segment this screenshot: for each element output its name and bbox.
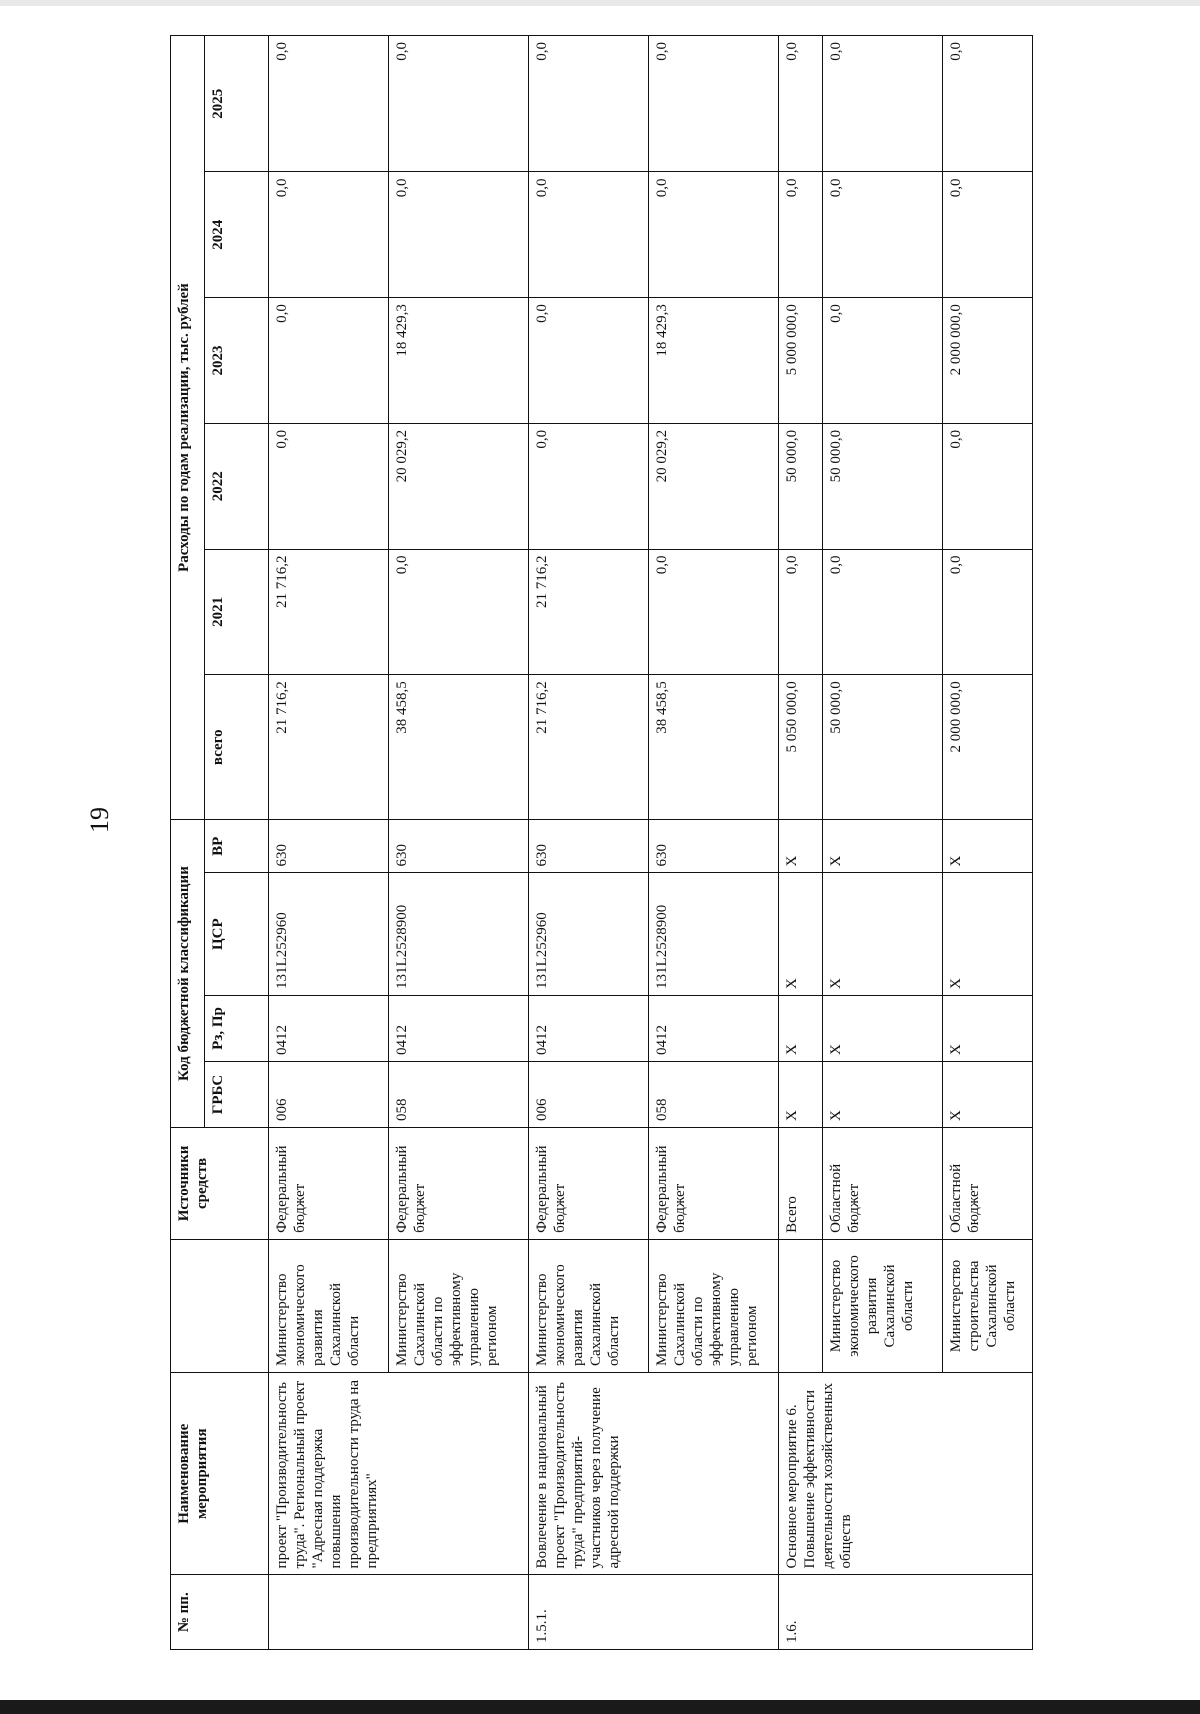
y2022-cell: 0,0 (529, 423, 649, 549)
page-number: 19 (85, 807, 114, 833)
table-row (529, 36, 649, 1650)
y2024-cell: 0,0 (943, 172, 1033, 298)
source: Федеральный бюджет (649, 1128, 779, 1240)
y2025-cell: 0,0 (649, 36, 779, 172)
source: Областной бюджет (823, 1128, 943, 1240)
y2024-cell: 0,0 (649, 172, 779, 298)
y2021-cell: 0,0 (943, 549, 1033, 675)
header-2022: 2022 (205, 423, 269, 549)
executor: Министерство Сахалинской области по эффективному управлению регионом (649, 1239, 779, 1372)
scan-top-edge (0, 0, 1200, 6)
rzpr-cell: Х (779, 995, 823, 1061)
y2021-cell: 21 716,2 (269, 549, 389, 675)
csr-cell: Х (779, 873, 823, 996)
source: Федеральный бюджет (529, 1128, 649, 1240)
total-cell: 50 000,0 (823, 675, 943, 820)
y2021-cell: 0,0 (389, 549, 529, 675)
header-executor-blank (171, 1239, 269, 1372)
y2023-cell: 2 000 000,0 (943, 298, 1033, 424)
y2021-cell: 0,0 (649, 549, 779, 675)
source: Всего (779, 1128, 823, 1240)
scan-bottom-edge (0, 1700, 1200, 1714)
vr-cell: 630 (389, 820, 529, 873)
csr-cell: 131L2528900 (649, 873, 779, 996)
y2023-cell: 0,0 (529, 298, 649, 424)
header-vr: ВР (205, 820, 269, 873)
total-cell: 2 000 000,0 (943, 675, 1033, 820)
csr-cell: 131L252960 (269, 873, 389, 996)
y2023-cell: 0,0 (269, 298, 389, 424)
source: Федеральный бюджет (389, 1128, 529, 1240)
grbs-cell: Х (823, 1061, 943, 1127)
y2022-cell: 20 029,2 (389, 423, 529, 549)
y2023-cell: 18 429,3 (389, 298, 529, 424)
rzpr-cell: 0412 (389, 995, 529, 1061)
y2021-cell: 21 716,2 (529, 549, 649, 675)
y2023-cell: 0,0 (823, 298, 943, 424)
csr-cell: 131L252960 (529, 873, 649, 996)
y2022-cell: 20 029,2 (649, 423, 779, 549)
y2025-cell: 0,0 (529, 36, 649, 172)
measure-name: Вовлечение в национальный проект "Производительность труда" предприятий-участников через получение адресной поддержки (529, 1373, 779, 1575)
y2022-cell: 0,0 (943, 423, 1033, 549)
y2023-cell: 5 000 000,0 (779, 298, 823, 424)
vr-cell: Х (823, 820, 943, 873)
rzpr-cell: 0412 (269, 995, 389, 1061)
header-2023: 2023 (205, 298, 269, 424)
table-row (779, 36, 823, 1650)
rzpr-cell: Х (943, 995, 1033, 1061)
header-sources: Источники средств (171, 1128, 269, 1240)
csr-cell: 131L2528900 (389, 873, 529, 996)
executor: Министерство экономического развития Сахалинской области (823, 1239, 943, 1372)
total-cell: 38 458,5 (389, 675, 529, 820)
y2022-cell: 0,0 (269, 423, 389, 549)
source: Областной бюджет (943, 1128, 1033, 1240)
budget-table (170, 35, 1033, 1650)
header-number: № пп. (171, 1575, 269, 1650)
y2025-cell: 0,0 (779, 36, 823, 172)
header-2024: 2024 (205, 172, 269, 298)
y2025-cell: 0,0 (269, 36, 389, 172)
header-total: всего (205, 675, 269, 820)
header-2021: 2021 (205, 549, 269, 675)
executor: Министерство экономического развития Сахалинской области (529, 1239, 649, 1372)
executor: Министерство Сахалинской области по эффективному управлению регионом (389, 1239, 529, 1372)
y2022-cell: 50 000,0 (823, 423, 943, 549)
rzpr-cell: 0412 (529, 995, 649, 1061)
rzpr-cell: Х (823, 995, 943, 1061)
y2025-cell: 0,0 (823, 36, 943, 172)
grbs-cell: 058 (649, 1061, 779, 1127)
header-csr: ЦСР (205, 873, 269, 996)
grbs-cell: 006 (269, 1061, 389, 1127)
y2021-cell: 0,0 (779, 549, 823, 675)
executor: Министерство строительства Сахалинской области (943, 1239, 1033, 1372)
y2024-cell: 0,0 (529, 172, 649, 298)
measure-name: Основное мероприятие 6. Повышение эффективности деятельности хозяйственных обществ (779, 1373, 1033, 1575)
rzpr-cell: 0412 (649, 995, 779, 1061)
y2025-cell: 0,0 (943, 36, 1033, 172)
vr-cell: Х (779, 820, 823, 873)
grbs-cell: 006 (529, 1061, 649, 1127)
y2025-cell: 0,0 (389, 36, 529, 172)
y2024-cell: 0,0 (269, 172, 389, 298)
total-cell: 21 716,2 (269, 675, 389, 820)
header-expenses: Расходы по годам реализации, тыс. рублей (171, 36, 205, 820)
y2022-cell: 50 000,0 (779, 423, 823, 549)
header-rzpr: Рз, Пр (205, 995, 269, 1061)
y2023-cell: 18 429,3 (649, 298, 779, 424)
y2024-cell: 0,0 (823, 172, 943, 298)
source: Федеральный бюджет (269, 1128, 389, 1240)
row-number: 1.5.1. (529, 1575, 779, 1650)
row-number: 1.6. (779, 1575, 1033, 1650)
y2021-cell: 0,0 (823, 549, 943, 675)
header-name: Наименование мероприятия (171, 1373, 269, 1575)
vr-cell: Х (943, 820, 1033, 873)
vr-cell: 630 (269, 820, 389, 873)
csr-cell: Х (823, 873, 943, 996)
y2024-cell: 0,0 (779, 172, 823, 298)
executor: Министерство экономического развития Сахалинской области (269, 1239, 389, 1372)
y2024-cell: 0,0 (389, 172, 529, 298)
measure-name: проект "Производительность труда". Региональный проект "Адресная поддержка повышения производительности труда на предприятиях" (269, 1373, 529, 1575)
vr-cell: 630 (529, 820, 649, 873)
row-number (269, 1575, 529, 1650)
grbs-cell: Х (943, 1061, 1033, 1127)
total-cell: 5 050 000,0 (779, 675, 823, 820)
total-cell: 21 716,2 (529, 675, 649, 820)
header-grbs: ГРБС (205, 1061, 269, 1127)
csr-cell: Х (943, 873, 1033, 996)
vr-cell: 630 (649, 820, 779, 873)
total-cell: 38 458,5 (649, 675, 779, 820)
grbs-cell: 058 (389, 1061, 529, 1127)
header-budget-code: Код бюджетной классификации (171, 820, 205, 1128)
table-row (269, 36, 389, 1650)
grbs-cell: Х (779, 1061, 823, 1127)
executor (779, 1239, 823, 1372)
rotated-table-container (170, 35, 1100, 1650)
header-2025: 2025 (205, 36, 269, 172)
